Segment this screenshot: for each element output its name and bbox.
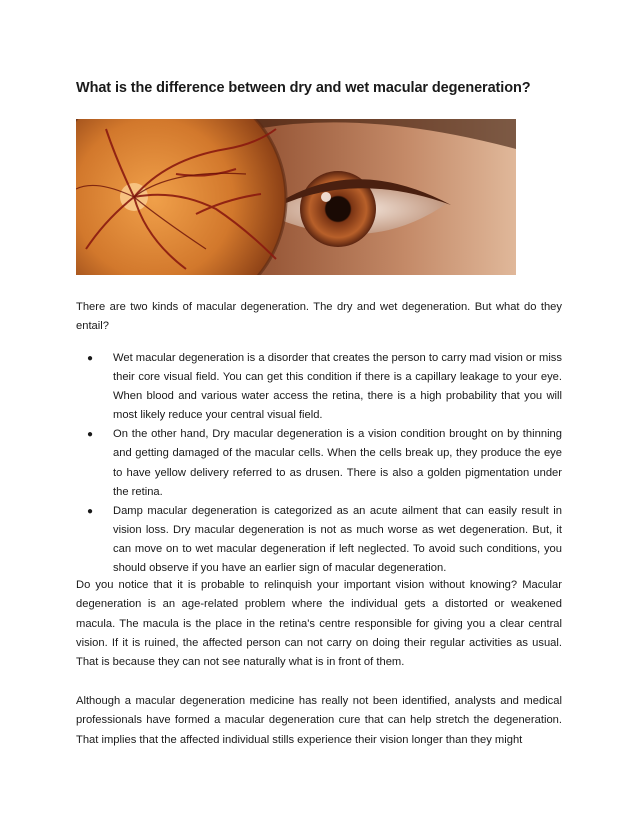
eye-retina-illustration <box>76 119 516 275</box>
paragraph-treatment: Although a macular degeneration medicine has really not been identified, analysts and medical professionals have formed a macular degeneration cure that can help stretch the degeneration. That implies that the affected individual stills experience their vision longer than they might <box>76 695 562 746</box>
list-item-text: Damp macular degeneration is categorized as an acute ailment that can easily result in vision loss. Dry macular degeneration is not as much worse as wet degeneration. But, it can move on to wet macular degeneration if left neglected. To avoid such conditions, you should observe if you have an earlier sign of macular degeneration. <box>113 504 562 575</box>
list-item <box>76 425 562 501</box>
bullet-icon: ● <box>87 429 94 441</box>
paragraph-vision-loss: Do you notice that it is probable to relinquish your important vision without knowing? Macular degeneration is an age-related problem where the individual gets a distorted or weakened macula. The macula is the place in the retina's centre responsible for giving you a clear central vision. If it is ruined, the affected person can not carry on doing their regular activities as usual. That is because they can not see naturally what is in front of them. <box>76 579 562 669</box>
intro-paragraph: There are two kinds of macular degeneration. The dry and wet degeneration. But what do they entail? <box>76 301 562 333</box>
list-item <box>76 502 562 578</box>
list-item <box>76 349 562 425</box>
list-item-text: Wet macular degeneration is a disorder that creates the person to carry mad vision or miss their core visual field. You can get this condition if there is a capillary leakage to your eye. When blood and various water access the retina, there is a high probability that you will most likely reduce your central visual field. <box>113 352 562 422</box>
bullet-icon: ● <box>87 505 94 517</box>
bullet-icon: ● <box>87 353 94 364</box>
list-item-text: On the other hand, Dry macular degeneration is a vision condition brought on by thinning and getting damaged of the macular cells. When the cells break up, they produce the eye to have yellow delivery referred to as drusen. There is also a golden pigmentation under the retina. <box>113 428 562 498</box>
bullet-list <box>76 349 562 578</box>
page-title: What is the difference between dry and wet macular degeneration? <box>76 80 531 96</box>
hero-image-eye-retina <box>76 119 516 275</box>
